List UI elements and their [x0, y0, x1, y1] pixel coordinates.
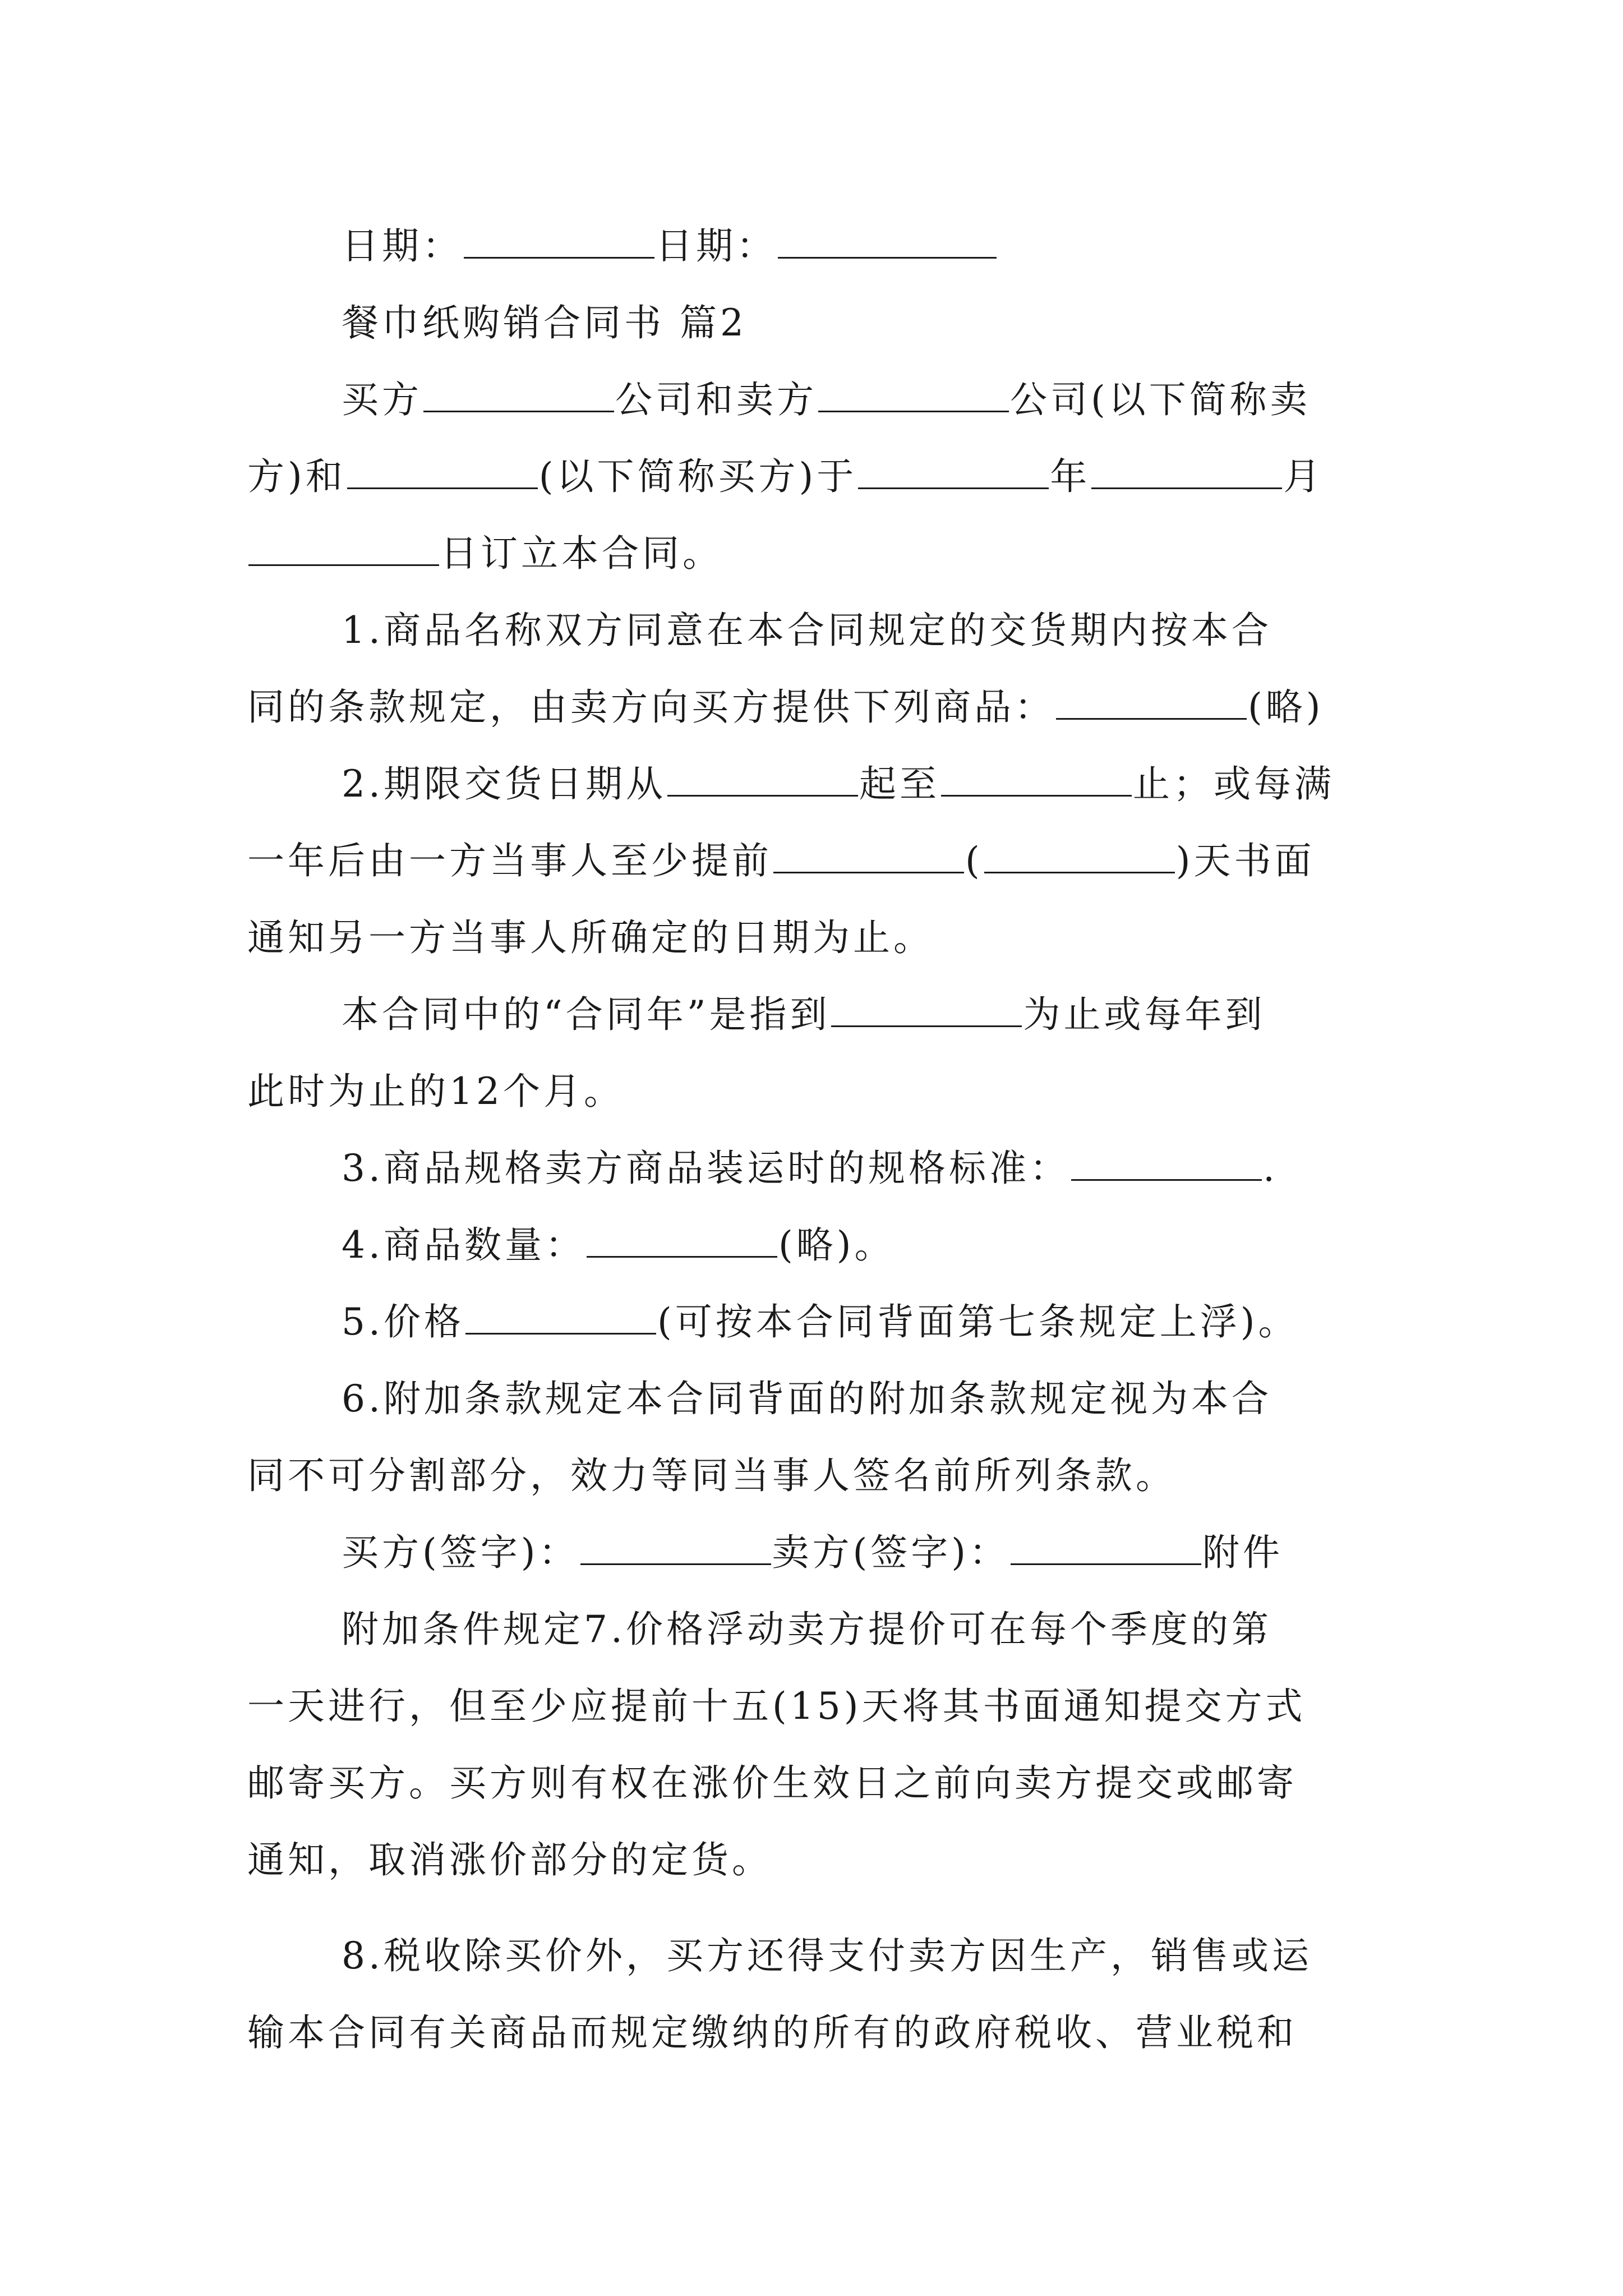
text-segment: 5.价格 [342, 1300, 464, 1343]
fill-blank [773, 839, 964, 873]
text-segment: 为止或每年到 [1023, 993, 1266, 1036]
date-blank-buyer [464, 224, 654, 259]
text-segment: 一年后由一方当事人至少提前 [247, 839, 772, 882]
signature-date-line [247, 208, 1386, 284]
fill-blank [984, 839, 1175, 873]
paragraph-line [247, 1207, 1386, 1283]
signature-line [247, 1514, 1386, 1591]
text-segment: 通知另一方当事人所确定的日期为止。 [247, 916, 934, 959]
text-segment: )天书面 [1175, 839, 1315, 882]
text-segment: 止；或每满 [1132, 762, 1335, 806]
text-segment: 3.商品规格卖方商品装运时的规格标准： [342, 1147, 1070, 1190]
date-label-buyer: 日期： [342, 224, 463, 268]
paragraph-line [247, 669, 1386, 746]
paragraph-line [247, 515, 1386, 592]
fill-blank [858, 454, 1049, 489]
paragraph-line [247, 1821, 1386, 1898]
paragraph-line [247, 1591, 1386, 1668]
text-segment: . [1262, 1147, 1278, 1190]
paragraph-line [247, 1283, 1386, 1360]
paragraph-line [247, 592, 1386, 669]
text-segment: (以下简称买方)于 [538, 455, 857, 498]
text-segment: 一天进行，但至少应提前十五(15)天将其书面通知提交方式 [247, 1685, 1306, 1728]
buyer-signature-label: 买方(签字)： [342, 1531, 579, 1574]
text-segment: 邮寄买方。买方则有权在涨价生效日之前向卖方提交或邮寄 [247, 1761, 1297, 1805]
paragraph-line [247, 1437, 1386, 1514]
paragraph-line [247, 1360, 1386, 1437]
text-segment: 年 [1050, 455, 1091, 498]
text-segment: ( [965, 839, 983, 882]
paragraph-line [247, 1053, 1386, 1130]
text-segment: 买方 [342, 378, 422, 421]
paragraph-line [247, 438, 1386, 515]
fill-blank [587, 1223, 777, 1258]
fill-blank [347, 454, 538, 489]
text-segment: 1.商品名称双方同意在本合同规定的交货期内按本合 [342, 609, 1272, 652]
paragraph-line [247, 361, 1386, 438]
text-segment: (略) [1248, 685, 1324, 729]
paragraph-line [247, 899, 1386, 976]
text-segment: 6.附加条款规定本合同背面的附加条款规定视为本合 [342, 1377, 1272, 1420]
text-segment: 公司(以下简称卖 [1010, 378, 1311, 421]
text-segment: 此时为止的12个月。 [247, 1070, 624, 1113]
paragraph-line [247, 976, 1386, 1053]
fill-blank [1071, 1146, 1262, 1181]
seller-signature-blank [1011, 1530, 1201, 1565]
date-label-seller: 日期： [656, 224, 777, 268]
attachment-label: 附件 [1202, 1531, 1283, 1574]
fill-blank [831, 992, 1022, 1027]
paragraph-line [247, 1668, 1386, 1745]
paragraph-line [247, 746, 1386, 822]
text-segment: 月 [1283, 455, 1324, 498]
text-segment: 起至 [859, 762, 940, 806]
text-segment: 方)和 [247, 455, 346, 498]
paragraph-gap [247, 1898, 1386, 1917]
section-title [247, 284, 1386, 361]
paragraph-line [247, 1745, 1386, 1821]
text-segment: 本合同中的“合同年”是指到 [342, 993, 831, 1036]
paragraph-line [247, 822, 1386, 899]
text-segment: 4.商品数量： [342, 1223, 585, 1267]
text-segment: (略)。 [778, 1223, 895, 1267]
text-segment: 同的条款规定，由卖方向买方提供下列商品： [247, 685, 1055, 729]
text-segment: (可按本合同背面第七条规定上浮)。 [657, 1300, 1299, 1343]
section-title-text: 餐巾纸购销合同书 篇2 [342, 301, 747, 344]
text-segment: 2.期限交货日期从 [342, 762, 666, 806]
text-segment: 附加条件规定7.价格浮动卖方提价可在每个季度的第 [342, 1608, 1272, 1651]
paragraph-line [247, 1994, 1386, 2071]
text-segment: 同不可分割部分，效力等同当事人签名前所列条款。 [247, 1454, 1176, 1497]
fill-blank [941, 762, 1132, 797]
fill-blank [248, 531, 439, 566]
text-segment: 日订立本合同。 [440, 532, 723, 575]
paragraph-line [247, 1130, 1386, 1207]
fill-blank [1056, 685, 1247, 720]
buyer-signature-blank [580, 1530, 771, 1565]
contract-body [247, 208, 1386, 2071]
text-segment: 公司和卖方 [615, 378, 817, 421]
fill-blank [1091, 454, 1282, 489]
paragraph-line [247, 1917, 1386, 1994]
text-segment: 通知，取消涨价部分的定货。 [247, 1838, 772, 1881]
fill-blank [465, 1300, 656, 1335]
text-segment: 输本合同有关商品而规定缴纳的所有的政府税收、营业税和 [247, 2011, 1297, 2054]
fill-blank [667, 762, 858, 797]
fill-blank [818, 378, 1009, 412]
date-blank-seller [778, 224, 997, 259]
text-segment: 8.税收除买价外，买方还得支付卖方因生产，销售或运 [342, 1934, 1312, 1977]
seller-signature-label: 卖方(签字)： [772, 1531, 1009, 1574]
fill-blank [423, 378, 614, 412]
